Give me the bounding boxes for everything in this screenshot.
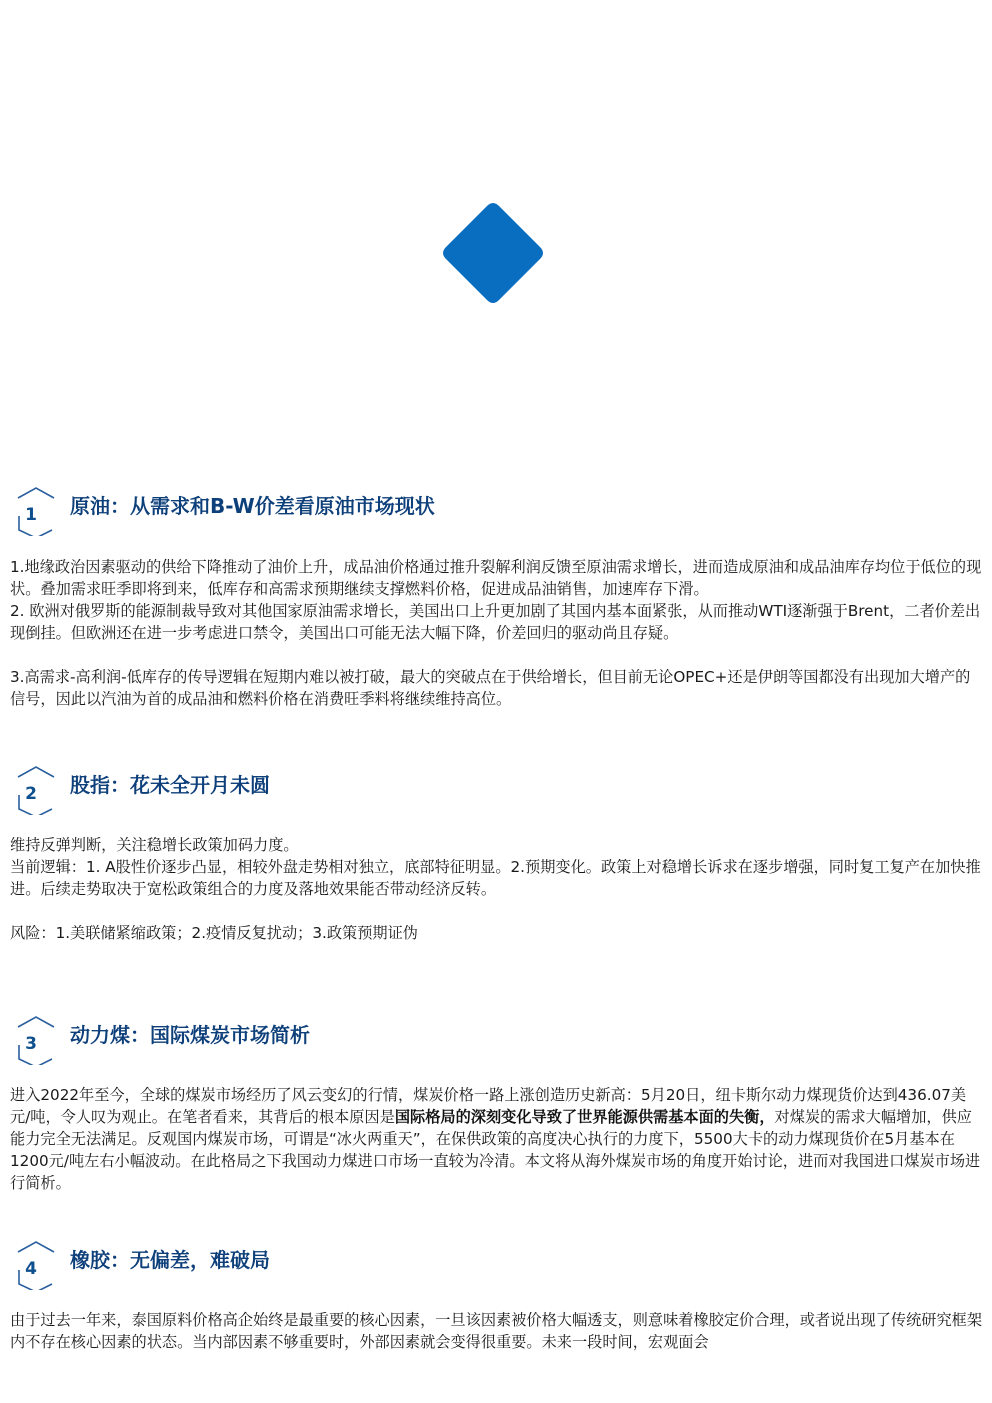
highlighted-text: 国际格局的深刻变化导致了世界能源供需基本面的失衡， xyxy=(394,1108,775,1126)
paragraph: 维持反弹判断，关注稳增长政策加码力度。 xyxy=(10,836,299,854)
section-header xyxy=(0,1240,992,1292)
paragraph: 当前逻辑：1. A股性价逐步凸显，相较外盘走势相对独立，底部特征明显。2.预期变化。政策上对稳增长诉求在逐步增强，同时复工复产在加快推进。后续走势取决于宽松政策组合的力度及落地效果能否带动经济反转。 xyxy=(10,858,981,898)
section-number: 3 xyxy=(25,1034,37,1054)
section-title: 橡胶：无偏差，难破局 xyxy=(70,1248,270,1272)
paragraph: 由于过去一年来，泰国原料价格高企始终是最重要的核心因素，一旦该因素被价格大幅透支，则意味着橡胶定价合理，或者说出现了传统研究框架内不存在核心因素的状态。当内部因素不够重要时，外部因素就会变得很重要。未来一段时间，宏观面会 xyxy=(10,1311,982,1351)
section-header xyxy=(0,1015,992,1067)
logo-diamond-icon xyxy=(441,201,545,305)
text-run: 对煤炭的需求大幅增加，供应能力完全无法满足。反观国内煤炭市场，可谓是“冰火两重天”，在保供政策的高度决心执行的力度下，5500大卡的动力煤现货价在5月基本在1200元/吨左右小幅波动。在此格局之下我国动力煤进口市场一直较为冷清。本文将从海外煤炭市场的角度开始讨论，进而对我国进口煤炭市场进行简析。 xyxy=(10,1108,981,1192)
text-run: 进入2022年至今，全球的煤炭市场经历了风云变幻的行情，煤炭价格一路上涨创造历史新高：5月20日，纽卡斯尔动力煤现货价达到436.07美元/吨，令人叹为观止。在笔者看来，其背后的根本原因是 xyxy=(10,1086,967,1126)
paragraph: 3.高需求-高利润-低库存的传导逻辑在短期内难以被打破，最大的突破点在于供给增长，但目前无论OPEC+还是伊朗等国都没有出现加大增产的信号，因此以汽油为首的成品油和燃料价格在消费旺季料将继续维持高位。 xyxy=(10,668,971,708)
section-body xyxy=(10,1309,982,1353)
section-body xyxy=(10,556,982,710)
section-crude-oil xyxy=(0,486,992,708)
paragraph: 2. 欧洲对俄罗斯的能源制裁导致对其他国家原油需求增长，美国出口上升更加剧了其国内基本面紧张，从而推动WTI逐渐强于Brent，二者价差出现倒挂。但欧洲还在进一步考虑进口禁令，美国出口可能无法大幅下降，价差回归的驱动尚且存疑。 xyxy=(10,602,981,642)
section-body xyxy=(10,1084,982,1194)
section-title: 原油：从需求和B-W价差看原油市场现状 xyxy=(70,494,435,518)
section-number: 4 xyxy=(25,1259,37,1279)
section-thermal-coal xyxy=(0,1015,992,1192)
section-body xyxy=(10,834,982,944)
paragraph: 风险：1.美联储紧缩政策；2.疫情反复扰动；3.政策预期证伪 xyxy=(10,924,418,942)
section-header xyxy=(0,765,992,817)
section-number: 2 xyxy=(25,784,37,804)
section-header xyxy=(0,486,992,538)
section-number: 1 xyxy=(25,505,37,525)
section-title: 股指：花未全开月未圆 xyxy=(70,773,270,797)
paragraph xyxy=(10,1084,982,1194)
section-title: 动力煤：国际煤炭市场简析 xyxy=(70,1023,310,1047)
section-rubber xyxy=(0,1240,992,1351)
section-stock-index xyxy=(0,765,992,942)
paragraph: 1.地缘政治因素驱动的供给下降推动了油价上升，成品油价格通过推升裂解利润反馈至原油需求增长，进而造成原油和成品油库存均位于低位的现状。叠加需求旺季即将到来，低库存和高需求预期继续支撑燃料价格，促进成品油销售，加速库存下滑。 xyxy=(10,558,982,598)
